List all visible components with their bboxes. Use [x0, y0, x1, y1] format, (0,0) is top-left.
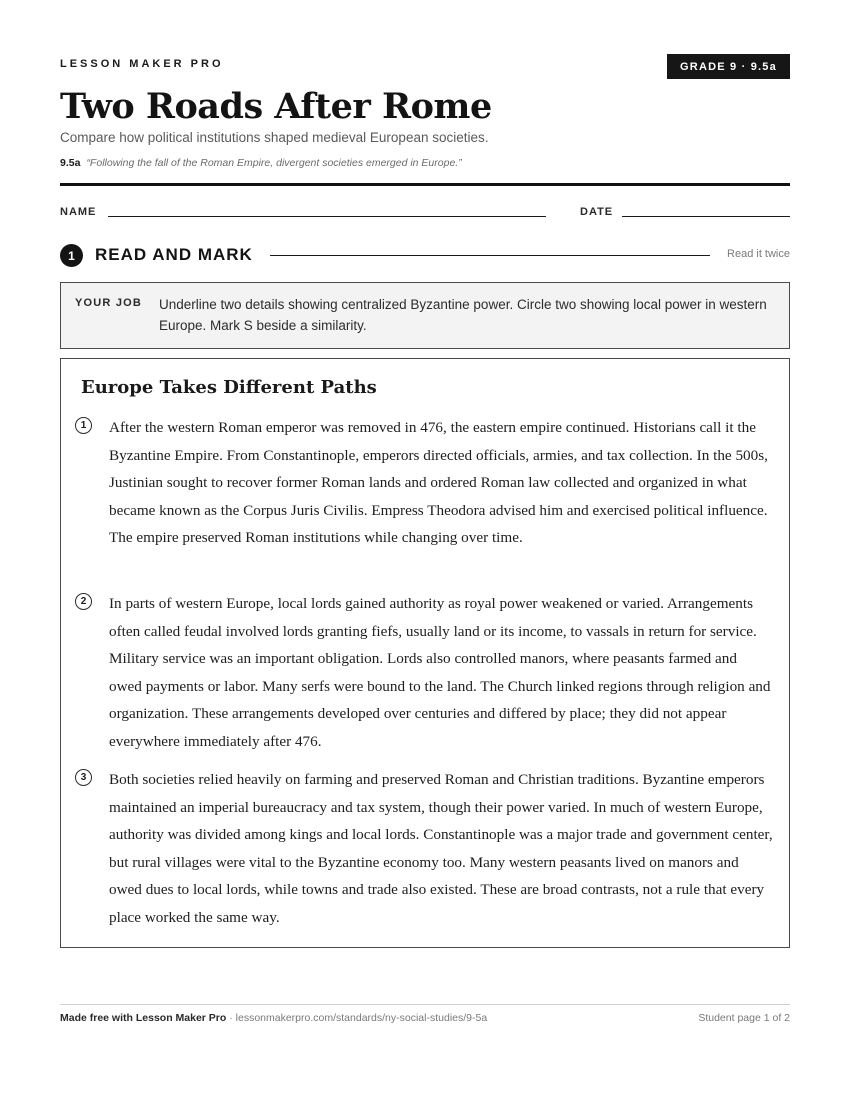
page-number: Student page 1 of 2 — [698, 1012, 790, 1024]
footer-url[interactable]: · lessonmakerpro.com/standards/ny-social-studies/9-5a — [226, 1012, 488, 1024]
date-field[interactable] — [622, 216, 790, 217]
paragraph-text: In parts of western Europe, local lords gained authority as royal power weakened or varied. Arrangements often called feudal involved lords granting fiefs, usually land or its income, to vassals in return for service. Military service was an important obligation. Lords also controlled manors, where peasants farmed and owed payments or labor. Many serfs were bound to the land. The Church linked regions through religion and organization. These arrangements developed over centuries and differed by place; they did not appear everywhere immediately after 476. — [109, 595, 771, 750]
paragraph-text: Both societies relied heavily on farming and preserved Roman and Christian traditions. Byzantine emperors maintained an imperial bureaucracy and tax system, though their power varied. In much of western Europe, authority was divided among kings and local lords. Constantinople was a major trade and government center, but rural villages were vital to the Byzantine economy too. Many western peasants lived on manors and owed dues to local lords, while towns and trade also existed. These are broad contrasts, not a rule that every place worked the same way. — [109, 771, 773, 926]
footer-divider — [60, 1004, 790, 1005]
instructions-label: YOUR JOB — [75, 297, 143, 309]
brand-name: LESSON MAKER PRO — [60, 58, 224, 70]
footer-brand: Made free with Lesson Maker Pro — [60, 1012, 227, 1024]
reading-title: Europe Takes Different Paths — [81, 377, 377, 398]
name-field[interactable] — [108, 216, 546, 217]
date-label: DATE — [580, 206, 614, 218]
standard-quote: “Following the fall of the Roman Empire, divergent societies emerged in Europe.” — [86, 157, 462, 169]
name-label: NAME — [60, 206, 97, 218]
footer-credit — [60, 1012, 487, 1024]
paragraph-text: After the western Roman emperor was removed in 476, the eastern empire continued. Historians call it the Byzantine Empire. From Constantinople, emperors directed officials, armies, and tax collection. In the 500s, Justinian sought to recover former Roman lands and ordered Roman law collected and organized in what became known as the Corpus Juris Civilis. Empress Theodora advised him and exercised political influence. The empire preserved Roman institutions while changing over time. — [109, 419, 768, 546]
standard-code: 9.5a — [60, 157, 81, 169]
section-number-badge: 1 — [60, 244, 83, 267]
standard-line — [60, 157, 462, 169]
section-divider — [270, 255, 710, 256]
instructions-text: Underline two details showing centralized Byzantine power. Circle two showing local power in western Europe. Mark S beside a similarity. — [159, 297, 767, 333]
section-title: READ AND MARK — [95, 245, 253, 264]
reading-passage — [60, 358, 790, 948]
paragraph-number: 3 — [75, 769, 92, 786]
instructions-box — [60, 282, 790, 349]
paragraph-number: 2 — [75, 593, 92, 610]
page-title: Two Roads After Rome — [60, 86, 492, 127]
section-note: Read it twice — [727, 248, 790, 260]
worksheet-page — [60, 0, 790, 1100]
header-divider — [60, 183, 790, 186]
grade-badge: GRADE 9 · 9.5a — [667, 54, 790, 79]
page-subtitle: Compare how political institutions shaped medieval European societies. — [60, 130, 489, 145]
paragraph-number: 1 — [75, 417, 92, 434]
